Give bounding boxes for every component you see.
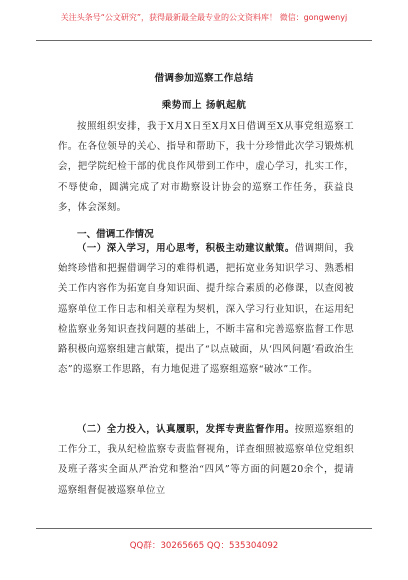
header-notice: 关注头条号“公文研究”，获得最新最全最专业的公文资料库！ 微信：gongwenyj	[60, 13, 348, 22]
document-subtitle: 乘势而上 扬帆起航	[161, 100, 247, 111]
footer-contact: QQ群：30265665 QQ：535304092	[129, 541, 279, 551]
item2-lead: （二）全力投入，认真履职，发挥专责监督作用。	[77, 424, 295, 435]
document-title: 借调参加巡察工作总结	[154, 73, 254, 84]
header-divider	[36, 40, 372, 41]
footer-divider	[36, 528, 372, 529]
item1-body: 借调期间，我始终珍惜和把握借调学习的难得机遇，把拓宽业务知识学习、熟悉相关工作内容作为拓宽自身知识面、提升综合素质的必修课，以查阅被巡察单位工作日志和相关章程为契机，深入学习行业知识，在运用纪检监察业务知识查找问题的基础上，不断丰富和完善巡察监督工作思路积极向巡察组建言献策，提出了“以点破面，从‘四风问题’看政治生态”的巡察工作思路，有力地促进了巡察组巡察“破冰”工作。	[58, 243, 354, 376]
item2-paragraph	[58, 420, 354, 501]
section-heading: 一、借调工作情况	[77, 229, 154, 240]
item1-paragraph	[58, 239, 354, 380]
item1-lead: （一）深入学习，用心思考，积极主动建议献策。	[77, 243, 295, 254]
item2-body: 按照巡察组的工作分工，我从纪检监察专责监督视角，详查细照被巡察单位党组织及班子落实全面从严治党和整治“四风”等方面的问题20余个，提请巡察组督促被巡察单位立	[58, 424, 354, 496]
intro-paragraph: 按照组织安排，我于X月X日至X月X日借调至X从事党组巡察工作。在各位领导的关心、指导和帮助下，我十分珍惜此次学习锻炼机会，把学院纪检干部的优良作风带到工作中，虚心学习，扎实工作，不辱使命，圆满完成了对市勘察设计协会的巡察工作任务，获益良多，体会深刻。	[58, 121, 354, 213]
